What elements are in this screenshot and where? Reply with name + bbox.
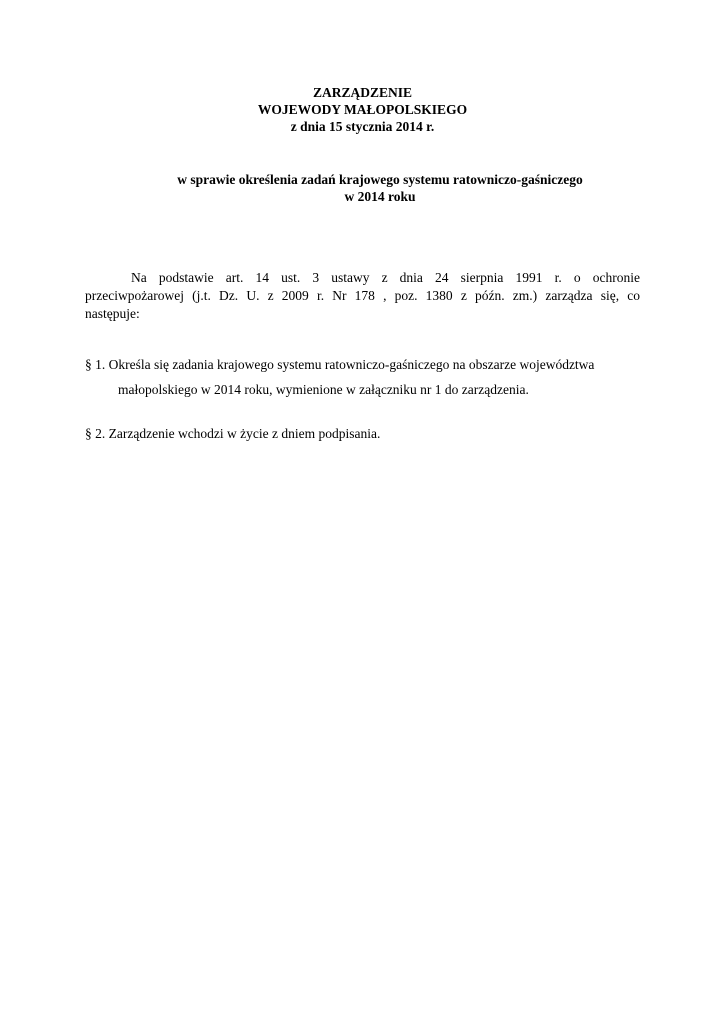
legal-basis-line-3: następuje: [85, 306, 140, 321]
section-2-paragraph: § 2. Zarządzenie wchodzi w życie z dniem podpisania. [85, 426, 381, 441]
subject-line-2: w 2014 roku [344, 189, 416, 204]
document-subject [160, 171, 600, 205]
section-1-paragraph [85, 352, 645, 402]
section-1-line-2: małopolskiego w 2014 roku, wymienione w załączniku nr 1 do zarządzenia. [118, 382, 529, 397]
section-1-line-1: § 1. Określa się zadania krajowego systemu ratowniczo-gaśniczego na obszarze województwa [85, 357, 595, 372]
legal-basis-line-1: Na podstawie art. 14 ust. 3 ustawy z dnia 24 sierpnia 1991 r. o ochronie [131, 270, 640, 285]
legal-basis-line-2: przeciwpożarowej (j.t. Dz. U. z 2009 r. Nr 178 , poz. 1380 z późn. zm.) zarządza się, co [85, 288, 640, 303]
title-line-date: z dnia 15 stycznia 2014 r. [290, 119, 435, 134]
subject-line-1: w sprawie określenia zadań krajowego systemu ratowniczo-gaśniczego [177, 172, 583, 187]
document-title [0, 84, 725, 135]
legal-basis-paragraph [85, 269, 640, 323]
title-line-act-type: ZARZĄDZENIE [312, 85, 413, 100]
title-line-issuer: WOJEWODY MAŁOPOLSKIEGO [257, 102, 468, 117]
